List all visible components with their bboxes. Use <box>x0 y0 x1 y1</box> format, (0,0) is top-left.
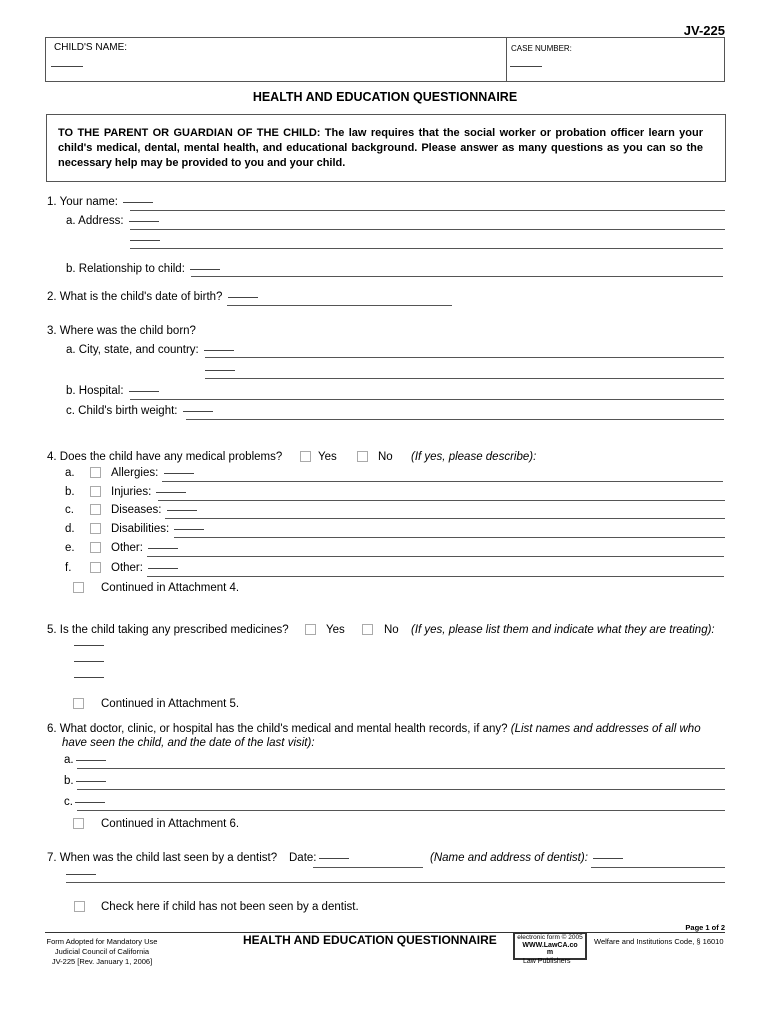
footer-right: Welfare and Institutions Code, § 16010 <box>594 937 724 946</box>
q6a-line[interactable] <box>77 768 725 769</box>
q6b-line[interactable] <box>77 789 725 790</box>
q5-continued-checkbox[interactable] <box>73 698 84 709</box>
q6c-text: c. <box>64 796 73 808</box>
q3b-label <box>66 385 161 397</box>
q4d-checkbox[interactable] <box>90 523 101 534</box>
q3c-label <box>66 405 215 417</box>
q5-yes-checkbox[interactable] <box>305 624 316 635</box>
q3a-line1[interactable] <box>205 357 724 358</box>
q4f-letter: f. <box>65 562 72 574</box>
q1a-label <box>66 215 161 227</box>
q1a-line2[interactable] <box>130 248 723 249</box>
q6-hint1: (List names and addresses of all who <box>510 723 701 735</box>
q4c-label <box>111 504 199 516</box>
q4b-letter: b. <box>65 486 75 498</box>
q4c-text: Diseases: <box>111 504 162 516</box>
q4c-letter: c. <box>65 504 74 516</box>
q7-hint <box>430 852 625 864</box>
q4-no-label: No <box>378 451 393 463</box>
q5-line1[interactable] <box>74 645 104 646</box>
q4b-label <box>111 486 188 498</box>
stamp-line1: electronic form © 2005 <box>517 934 583 941</box>
q4e-checkbox[interactable] <box>90 542 101 553</box>
case-number-label: CASE NUMBER: <box>511 44 572 53</box>
q3a-label <box>66 344 236 356</box>
q4-continued-label: Continued in Attachment 4. <box>101 582 240 594</box>
q3b-text: b. Hospital: <box>66 385 124 397</box>
q4c-checkbox[interactable] <box>90 504 101 515</box>
q4f-line[interactable] <box>147 576 724 577</box>
q4-continued-checkbox[interactable] <box>73 582 84 593</box>
q3c-line[interactable] <box>186 419 724 420</box>
q7-date-text: Date: <box>289 852 317 864</box>
q7-date-line[interactable] <box>313 867 423 868</box>
q4f-text: Other: <box>111 562 143 574</box>
q4d-line[interactable] <box>174 537 725 538</box>
q2-label <box>47 291 260 303</box>
stamp-line4: Law Publishers <box>523 958 571 965</box>
q4-no-checkbox[interactable] <box>357 451 368 462</box>
footer-left3: JV-225 [Rev. January 1, 2006] <box>51 957 153 966</box>
q7-no-dentist-checkbox[interactable] <box>74 901 85 912</box>
q4-yes-checkbox[interactable] <box>300 451 311 462</box>
footer-left2: Judicial Council of California <box>54 947 150 956</box>
q4-hint: (If yes, please describe): <box>411 451 537 463</box>
q4e-letter: e. <box>65 542 75 554</box>
q4-label: 4. Does the child have any medical problems? <box>47 451 283 463</box>
q2-line[interactable] <box>227 305 452 306</box>
q4f-checkbox[interactable] <box>90 562 101 573</box>
q7-date-label <box>289 852 351 864</box>
q7-no-dentist-label: Check here if child has not been seen by a dentist. <box>101 901 359 913</box>
stamp-line3: m <box>546 949 554 956</box>
q3a-line2[interactable] <box>205 378 724 379</box>
q4-yes-label: Yes <box>318 451 337 463</box>
q5-hint: (If yes, please list them and indicate what they are treating): <box>411 624 715 636</box>
lawca-stamp <box>513 932 587 960</box>
q4c-line[interactable] <box>165 518 725 519</box>
q3c-text: c. Child's birth weight: <box>66 405 178 417</box>
q2-text: 2. What is the child's date of birth? <box>47 291 223 303</box>
q7-dentist-line1[interactable] <box>591 867 725 868</box>
q4a-letter: a. <box>65 467 75 479</box>
q4b-checkbox[interactable] <box>90 486 101 497</box>
notice-text: TO THE PARENT OR GUARDIAN OF THE CHILD: The law requires that the social worker or probation officer learn your child's medical, dental, mental health, and educational background. Please answer as many questions as you can so the necessary help may be provided to you and your child. <box>58 127 703 169</box>
q6-hint2: have seen the child, and the date of the last visit): <box>62 737 315 749</box>
q6a-label <box>64 754 108 766</box>
q1b-text: b. Relationship to child: <box>66 263 185 275</box>
q1a-line1[interactable] <box>130 229 725 230</box>
form-title: HEALTH AND EDUCATION QUESTIONNAIRE <box>252 90 518 104</box>
q6-continued-label: Continued in Attachment 6. <box>101 818 240 830</box>
q1-label <box>47 196 155 208</box>
q3-label: 3. Where was the child born? <box>47 325 196 337</box>
q4b-text: Injuries: <box>111 486 152 498</box>
q6b-label <box>64 775 108 787</box>
q4a-checkbox[interactable] <box>90 467 101 478</box>
q4d-text: Disabilities: <box>111 523 170 535</box>
q5-no-label: No <box>384 624 399 636</box>
childs-name-field[interactable] <box>51 66 83 67</box>
case-number-field[interactable] <box>510 66 542 67</box>
q5-label: 5. Is the child taking any prescribed medicines? <box>47 624 289 636</box>
q6-continued-checkbox[interactable] <box>73 818 84 829</box>
q1a-text: a. Address: <box>66 215 124 227</box>
q6c-line[interactable] <box>77 810 725 811</box>
q6-label <box>47 723 727 735</box>
footer-title: HEALTH AND EDUCATION QUESTIONNAIRE <box>243 933 497 947</box>
q5-yes-label: Yes <box>326 624 345 636</box>
q4e-text: Other: <box>111 542 143 554</box>
q5-no-checkbox[interactable] <box>362 624 373 635</box>
q6c-label <box>64 796 107 808</box>
q6b-text: b. <box>64 775 74 787</box>
q4b-line[interactable] <box>158 500 725 501</box>
q7-label: 7. When was the child last seen by a dentist? <box>47 852 278 864</box>
q7-dentist-line2[interactable] <box>66 882 725 883</box>
q5-line3[interactable] <box>74 677 104 678</box>
childs-name-label: CHILD'S NAME: <box>54 42 128 53</box>
footer-left1: Form Adopted for Mandatory Use <box>46 937 158 946</box>
q4e-line[interactable] <box>147 556 724 557</box>
q4d-label <box>111 523 206 535</box>
q1-name-line[interactable] <box>130 210 725 211</box>
page-number: Page 1 of 2 <box>685 923 725 932</box>
q1b-label <box>66 263 222 275</box>
stamp-line2: WWW.LawCA.co <box>522 941 578 949</box>
notice-box <box>46 114 726 182</box>
q4f-label <box>111 562 180 574</box>
q3b-line[interactable] <box>130 399 724 400</box>
q7-hint-text: (Name and address of dentist): <box>430 852 588 864</box>
q4a-line[interactable] <box>162 481 723 482</box>
q5-continued-label: Continued in Attachment 5. <box>101 698 240 710</box>
q4d-letter: d. <box>65 523 75 535</box>
q1b-line[interactable] <box>191 276 723 277</box>
q6-text: 6. What doctor, clinic, or hospital has the child's medical and mental health records, if any? <box>47 723 508 735</box>
q3a-text: a. City, state, and country: <box>66 344 199 356</box>
q5-line2[interactable] <box>74 661 104 662</box>
q6a-text: a. <box>64 754 74 766</box>
form-id: JV-225 <box>683 23 725 38</box>
q4e-label <box>111 542 180 554</box>
footer-left <box>46 937 158 967</box>
q1-text: 1. Your name: <box>47 196 118 208</box>
header-box <box>45 37 725 82</box>
q4a-text: Allergies: <box>111 467 159 479</box>
q4a-label <box>111 467 196 479</box>
